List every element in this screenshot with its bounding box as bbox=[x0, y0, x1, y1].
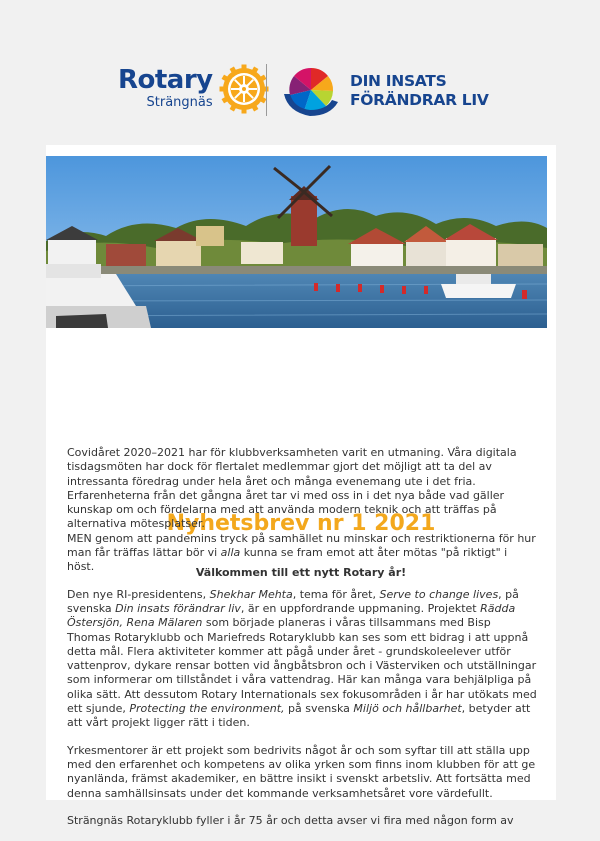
paragraph-covid bbox=[67, 446, 537, 575]
logo-divider bbox=[266, 64, 267, 116]
paragraph-anniversary: Strängnäs Rotaryklubb fyller i år 75 år och detta avser vi fira med någon form av bbox=[67, 813, 514, 827]
newsletter-body bbox=[67, 446, 537, 841]
focus-area-swedish: Miljö och hållbarhet bbox=[353, 702, 462, 716]
emphasis-alla: alla bbox=[220, 546, 241, 560]
paragraph-covid-second: MEN genom att pandemins tryck på samhället nu minskar och restriktionerna för hur man får träffas lättar bör vi bbox=[67, 531, 536, 560]
paragraph-president bbox=[67, 588, 537, 731]
president-name: Shekhar Mehta bbox=[209, 587, 293, 601]
slogan-line-2: FÖRÄNDRAR LIV bbox=[350, 91, 489, 109]
paragraph-covid-text: Covidåret 2020–2021 har för klubbverksamheten varit en utmaning. Våra digitala tisdagsmöten har dock för flertalet medlemmar gjort det möjligt att ta del av intressanta föredrag under hela året och många evenemang ute i det fria. Erfarenheterna från det gångna året tar vi med oss in i det nya både vad gäller kunskap om och fördelarna med att använda modern teknik och att träffas på alternativa mötesplatser. bbox=[67, 446, 517, 531]
rotary-wordmark: Rotary bbox=[118, 65, 213, 95]
rotary-logo-text bbox=[118, 66, 213, 110]
newsletter-title: Nyhetsbrev nr 1 2021 bbox=[166, 511, 436, 536]
text-segment: , betyder att att vårt projekt ligger rätt i tiden. bbox=[67, 702, 531, 730]
rotary-strangnas-logo[interactable] bbox=[118, 66, 269, 114]
text-segment: Den nye RI-presidentens, bbox=[67, 587, 210, 601]
slogan bbox=[350, 72, 489, 110]
paragraph-mentors: Yrkesmentorer är ett projekt som bedrivits något år och som syftar till att ställa upp med den erfarenhet och kompetens av olika yrken som finns inom klubben för att ge nyanlända, främst akademiker, en bättre insikt i svenskt arbetsliv. Att fortsätta med denna samhällsinsats under det kommande verksamhetsåret vore värdefullt. bbox=[67, 743, 536, 800]
project-name: Rädda Östersjön, Rena Mälaren bbox=[67, 601, 516, 630]
paragraph-covid-end: kunna se fram emot att åter mötas "på riktigt" i höst. bbox=[67, 546, 508, 574]
text-segment: , tema för året, bbox=[292, 587, 380, 601]
theme-english: Serve to change lives bbox=[379, 587, 499, 601]
rotary-wheel-icon bbox=[219, 64, 269, 114]
strangnas-harbour-photo bbox=[46, 156, 547, 328]
welcome-heading: Välkommen till ett nytt Rotary år! bbox=[195, 566, 407, 579]
globe-in-hand-icon bbox=[282, 64, 340, 118]
slogan-line-1: DIN INSATS bbox=[350, 72, 447, 90]
text-segment: , är en uppfordrande uppmaning. Projektet bbox=[240, 601, 481, 615]
email-header bbox=[0, 0, 600, 145]
din-insats-logo[interactable] bbox=[282, 64, 489, 118]
club-name: Strängnäs bbox=[146, 95, 213, 110]
hero-image bbox=[46, 156, 547, 328]
text-segment: på svenska bbox=[284, 702, 354, 716]
text-segment: , på svenska bbox=[67, 587, 519, 615]
text-segment: som började planeras i våras tillsammans med Bisp Thomas Rotaryklubb och Mariefreds Rotaryklubb kan ses som ett bidrag i att uppnå detta mål. Flera aktiviteter kommer att pågå under året - grundskoleelever utför vattenprov, dykare rensar botten vid ångbåtsbron och i Västerviken och utställningar som informerar om tillståndet i våra vattendrag. Här kan många vara behjälpliga på olika sätt. Att dessutom Rotary Internationals sex fokusområden i år har utökats med ett sjunde, bbox=[67, 616, 537, 716]
focus-area-english: Protecting the environment, bbox=[129, 702, 285, 716]
theme-swedish: Din insats förändrar liv bbox=[115, 601, 241, 615]
